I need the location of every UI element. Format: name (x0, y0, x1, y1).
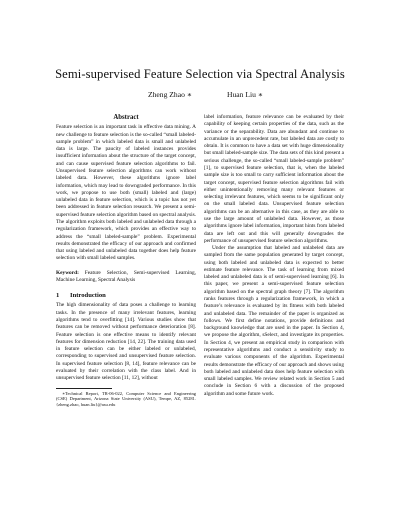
author-name: Zheng Zhao ∗ (148, 90, 192, 99)
left-column (56, 114, 196, 408)
keywords-label: Keyword: (56, 269, 79, 276)
keywords-text: Feature Selection, Semi-supervised Learning, Machine Learning, Spectral Analysis (56, 269, 196, 283)
section-title: Introduction (70, 292, 106, 300)
author-name: Huan Liu ∗ (227, 90, 263, 99)
abstract-text: Feature selection is an important task in effective data mining. A new challenge to feature selection is the so-called “small labeled-sample problem” in which labeled data is small and unlabeled data is large. The paucity of labeled instances provides insufficient information about the structure of the target concept, and can cause supervised feature selection algorithms to fail. Unsupervised feature selection algorithms can work without labeled data. However, these algorithms ignore label information, which may lead to downgraded performance. In this work, we propose to use both (small) labeled and (large) unlabeled data in feature selection, which is a topic has not yet been addressed in feature selection research. We present a semi-supervised feature selection algorithm based on spectral analysis. The algorithm exploits both labeled and unlabeled data through a regularization framework, which provides an effective way to address the “small labeled-sample” problem. Experimental results demonstrated the efficacy of our approach and confirmed that using labeled and unlabeled data together does help feature selection with small labeled samples. (56, 124, 196, 262)
right-column (204, 114, 344, 398)
section-number: 1 (56, 292, 60, 300)
abstract-heading: Abstract (113, 114, 139, 121)
intro-paragraph: The high dimensionality of data poses a challenge to learning tasks. In the presence of many irrelevant features, learning algorithms tend to overfitting [14]. Various studies show that features can be removed without performance deterioration [8]. Feature selection is one effective means to identify relevant features for dimension reduction [14, 22]. The training data used in feature selection can be either labeled or unlabeled, corresponding to supervised and unsupervised feature selection. In supervised feature selection [8, 14], feature relevance can be evaluated by their correlation with the class label. And in unsupervised feature selection [11, 12], without (56, 302, 196, 382)
body-paragraph: label information, feature relevance can be evaluated by their capability of keeping certain properties of the data, such as the variance or the separability. Data are abundant and continue to accumulate in an unprecedent rate, but labeled data are costly to obtain. It is common to have a data set with huge dimensionality but small labeled-sample size. The data sets of this kind present a serious challenge, the so-called “small labeled-sample problem” [1], to supervised feature selection, that is, when the labeled sample size is too small to carry sufficient information about the target concept, supervised feature selection algorithms fail with either unintentionally removing many relevant features or selecting irrelevant features, which seems to be significant only on the small labeled data. Unsupervised feature selection algorithms can be an alternative in this case, as they are able to use the large amount of unlabeled data. However, as those algorithms ignore label information, important hints from labeled data are left out and this will generally downgrades the performance of unsupervised feature selection algorithms. (204, 114, 344, 244)
footnote-divider (56, 388, 112, 389)
keywords (56, 270, 196, 285)
footnote: ∗Technical Report, TR-06-022, Computer Science and Engineering (CSE) Department, Arizona State University (ASU), Tempe, AZ, 85281. {zheng.zhao, huan.liu}@asu.edu (56, 390, 196, 408)
section-heading-introduction (56, 292, 196, 299)
body-paragraph: Under the assumption that labeled and unlabeled data are sampled from the same population generated by target concept, using both labeled and unlabeled data is expected to better estimate feature relevance. The task of learning from mixed labeled and unlabeled data is of semi-supervised learning [6]. In this paper, we present a semi-supervised feature selection algorithm based on the spectral graph theory [7]. The algorithm ranks features through a regularization framework, in which a feature’s relevance is evaluated by its fitness with both labeled and unlabeled data. The remainder of the paper is organized as follows. We first define notations, provide definitions and background knowledge that are used in the paper. In Section 4, we propose the algorithm, sSelect, and investigate its properties. In Section 4, we present an empirical study in comparison with representative algorithms and conduct a sensitivity study to evaluate various components of the algorithm. Experimental results demonstrate the efficacy of our approach and shows using both labeled and unlabeled data does help feature selection with small labeled samples. We review related work in Section 5 and conclude in Section 6 with a discussion of the proposed algorithm and some future work. (204, 245, 344, 397)
paper-title: Semi-supervised Feature Selection via Spectral Analysis (55, 67, 345, 81)
